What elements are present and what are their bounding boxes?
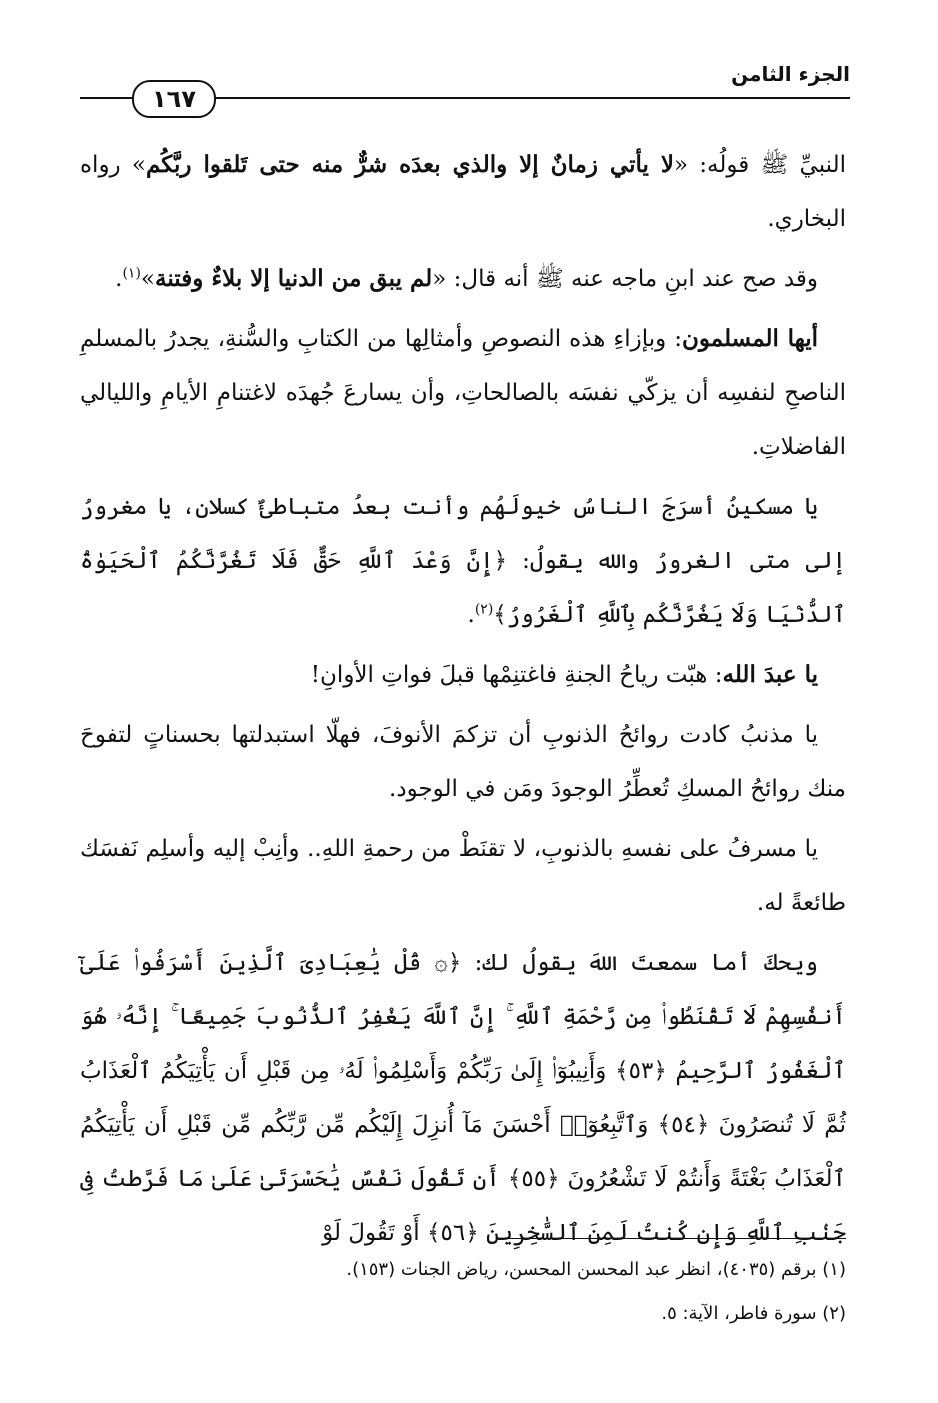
paragraph-6: يا مذنبُ كادت روائحُ الذنوبِ أن تزكمَ الأنوفَ، فهلّا استبدلتها بحسناتٍ لتفوحَ منك روائحُ المسكِ تُعطِّرُ الوجودَ ومَن في الوجود. bbox=[80, 722, 846, 802]
page-number: ١٦٧ bbox=[132, 80, 216, 118]
page-header bbox=[80, 52, 850, 122]
text-run: : وبإزاءِ هذه النصوصِ وأمثالِها من الكتابِ والسُّنةِ، يجدرُ بالمسلمِ الناصحِ لنفسِه أن يزكّي نفسَه بالصالحاتِ، وأن يسارعَ جُهدَه لاغتنامِ الأيامِ والليالي الفاضلاتِ. bbox=[80, 326, 846, 460]
text-run: . bbox=[115, 266, 123, 292]
text-run: » bbox=[140, 266, 155, 292]
running-title: الجزء الثامن bbox=[731, 62, 850, 86]
hadith-quote: لا يأتي زمانٌ إلا والذي بعدَه شرٌّ منه حتى تَلقوا ربَّكُم bbox=[145, 151, 674, 178]
paragraph-8 bbox=[80, 936, 846, 1260]
footnote-ref-2: (٢) bbox=[474, 601, 494, 618]
paragraph-7: يا مسرفُ على نفسهِ بالذنوبِ، لا تقنَطْ من رحمةِ اللهِ.. وأنِبْ إليه وأسلِم نَفسَك طائعةً له. bbox=[80, 836, 846, 916]
text-run: وقد صح عند ابنِ ماجه عنه ﷺ أنه قال: « bbox=[432, 266, 818, 292]
body-text bbox=[80, 138, 846, 1266]
hadith-quote: لم يبق من الدنيا إلا بلاءٌ وفتنة bbox=[155, 265, 433, 292]
text-run: النبيِّ ﷺ قولُه: « bbox=[673, 152, 846, 178]
footnotes bbox=[80, 1248, 846, 1336]
paragraph-5 bbox=[80, 648, 846, 702]
text-run: يا مسكينُ أسرَجَ الناسُ خيولَهُم وأنت بعدُ متباطئٌ كسلان، يا مغرورُ إلى متى الغرورُ والله يقولُ: ﴿ bbox=[80, 494, 846, 574]
address-heading: يا عبدَ الله bbox=[722, 661, 818, 688]
footnote-rule bbox=[506, 1238, 846, 1239]
quran-verse: إِنَّ وَعْدَ ٱللَّهِ حَقٌّ فَلَا تَغُرَّنَّكُمُ ٱلْحَيَوٰةُ ٱلدُّنْيَا وَلَا يَغُرَّنَّكُم بِٱللَّهِ ٱلْغَرُورُ bbox=[80, 548, 846, 628]
text-run: : هبّت رياحُ الجنةِ فاغتنِمْها قبلَ فواتِ الأوانِ! bbox=[310, 662, 723, 688]
text-run: ﴾ bbox=[493, 602, 507, 628]
paragraph-2 bbox=[80, 252, 846, 306]
footnote-1: (١) برقم (٤٠٣٥)، انظر عبد المحسن المحسن، رياض الجنات (١٥٣). bbox=[346, 1259, 846, 1280]
paragraph-3 bbox=[80, 312, 846, 474]
text-run: . bbox=[467, 602, 475, 628]
text-run: ويحكَ أما سمعتَ اللهَ يقولُ لك: ﴿ bbox=[447, 950, 819, 976]
address-heading: أيها المسلمون bbox=[682, 325, 818, 352]
quran-verse: ۞ قُلْ يَٰعِبَادِىَ ٱلَّذِينَ أَسْرَفُوا۟ عَلَىٰٓ أَنفُسِهِمْ لَا تَقْنَطُوا۟ مِن رَّحْمَةِ ٱللَّهِ ۚ إِنَّ ٱللَّهَ يَغْفِرُ ٱلذُّنُوبَ جَمِيعًا ۚ إِنَّهُۥ هُوَ ٱلْغَفُورُ ٱلرَّحِيمُ ﴿٥٣﴾ وَأَنِيبُوٓا۟ إِلَىٰ رَبِّكُمْ وَأَسْلِمُوا۟ لَهُۥ مِن قَبْلِ أَن يَأْتِيَكُمُ ٱلْعَذَابُ ثُمَّ لَا تُنصَرُونَ ﴿٥٤﴾ وَٱتَّبِعُوٓا۟ أَحْسَنَ مَآ أُنزِلَ إِلَيْكُم مِّن رَّبِّكُم مِّن قَبْلِ أَن يَأْتِيَكُمُ ٱلْعَذَابُ بَغْتَةً وَأَنتُمْ لَا تَشْعُرُونَ ﴿٥٥﴾ أَن تَقُولَ نَفْسٌ يَٰحَسْرَتَىٰ عَلَىٰ مَا فَرَّطتُ فِى جَنۢبِ ٱللَّهِ وَإِن كُنتُ لَمِنَ ٱلسَّٰخِرِينَ ﴿٥٦﴾ أَوْ تَقُولَ لَوْ bbox=[80, 950, 846, 1246]
text-run: » رواه البخاري. bbox=[80, 152, 846, 232]
paragraph-4 bbox=[80, 480, 846, 642]
footnote-2: (٢) سورة فاطر، الآية: ٥. bbox=[661, 1303, 846, 1324]
paragraph-1 bbox=[80, 138, 846, 246]
footnote-ref-1: (١) bbox=[122, 265, 141, 282]
